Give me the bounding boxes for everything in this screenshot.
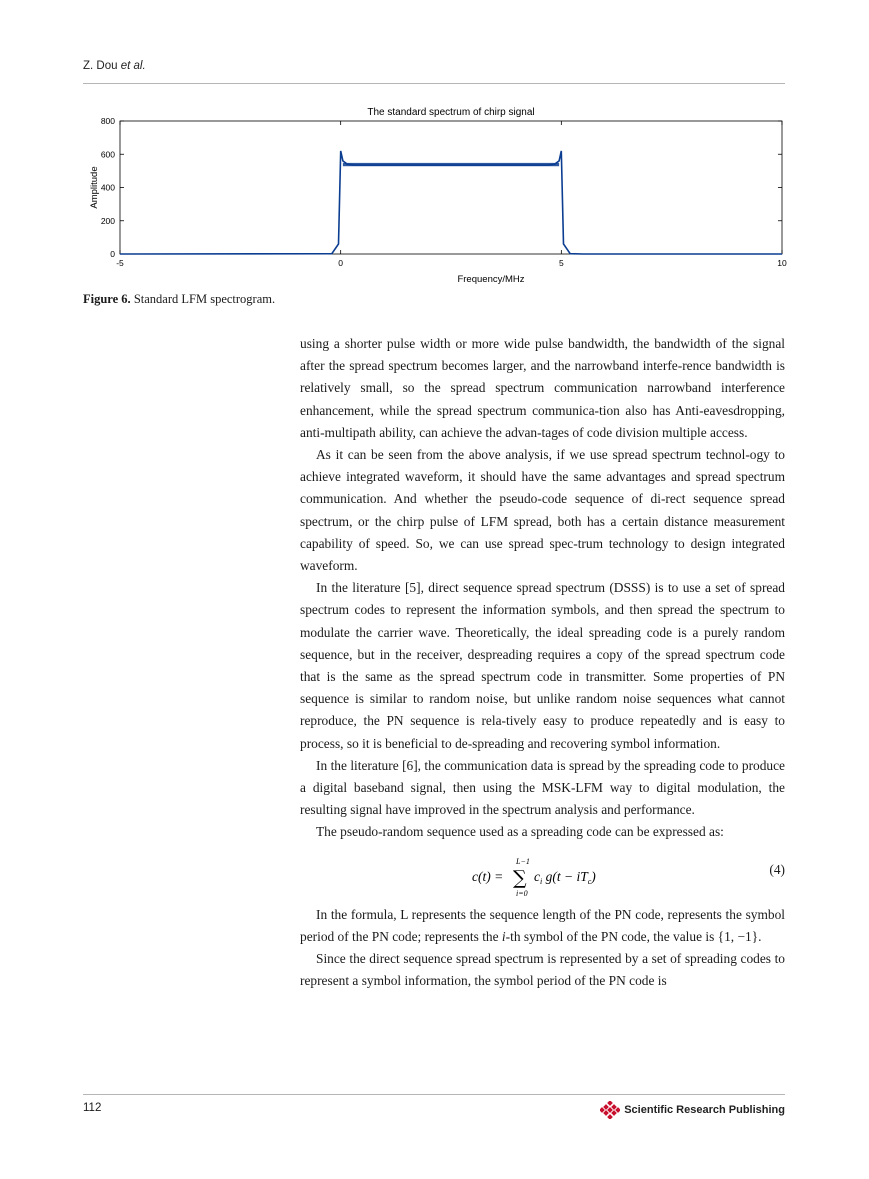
- plot-frame: [120, 121, 782, 254]
- paragraph-1: using a shorter pulse width or more wide pulse bandwidth, the bandwidth of the signal after the spread spectrum becomes larger, and the narrowband interfe-rence bandwidth is relatively small, so the spread spectrum communication narrowband interference enhancement, while the spread spectrum communica-tion also has Anti-eavesdropping, anti-multipath ability, can achieve the advan-tages of code division multiple access.: [300, 336, 785, 440]
- publisher-name: Scientific Research Publishing: [624, 1104, 785, 1116]
- paragraph-2: As it can be seen from the above analysis, if we use spread spectrum technol-ogy to achieve integrated waveform, it should have the same advantages and spread spectrum communication. And whether the pseudo-code sequence of di-rect sequence spread spectrum, or the chirp pulse of LFM spread, both has a certain distance measurement capability of speed. So, we can use spread spec-trum technology to design integrated waveform.: [300, 447, 785, 574]
- summation-icon: ∑: [513, 866, 527, 889]
- srp-diamond-icon: [600, 1101, 620, 1119]
- body-text: [300, 333, 785, 992]
- paragraph-6-italic: i: [501, 928, 506, 944]
- equation-number: (4): [769, 861, 785, 877]
- header-rule: [83, 83, 785, 84]
- equation-4: [300, 844, 785, 904]
- series-line-0: [120, 151, 782, 254]
- running-header: [83, 60, 146, 72]
- equation-sum-lower: i=0: [516, 888, 528, 898]
- x-tick-label-3: 10: [777, 258, 787, 268]
- x-tick-label-0: -5: [116, 258, 124, 268]
- paragraph-3: In the literature [5], direct sequence spread spectrum (DSSS) is to use a set of spread spectrum codes to represent the information symbols, and then spread the spectrum to modulate the carrier wave. Theoretically, the ideal spreading code is a purely random sequence, but in the receiver, despreading requires a copy of the spread spectrum code that is the same as the spread spectrum code in transmitter. Some properties of PN sequence is similar to random noise, but unlike random noise sequences what cannot reproduce, the PN sequence is rela-tively easy to produce repeatedly and is easy to process, so it is beneficial to de-spreading and recovering symbol information.: [300, 580, 785, 751]
- publisher-logo: [600, 1101, 785, 1119]
- paragraph-7: Since the direct sequence spread spectrum is represented by a set of spreading codes to represent a symbol information, the symbol period of the PN code is: [300, 951, 785, 989]
- series-band-0: [343, 163, 559, 166]
- page-number: 112: [83, 1102, 102, 1114]
- equation-formula: [472, 854, 632, 898]
- figure-caption-text: Standard LFM spectrogram.: [133, 292, 276, 306]
- equation-sum-upper: L−1: [516, 856, 530, 866]
- equation-rhs: $c_i$ $g(t - iT_c)$: [534, 868, 596, 886]
- equation-lhs: c(t) =: [472, 868, 504, 884]
- y-tick-label-1: 200: [100, 215, 115, 226]
- y-tick-label-3: 600: [100, 149, 115, 160]
- paragraph-4: In the literature [6], the communication data is spread by the spreading code to produce a digital baseband signal, then using the MSK-LFM way to digital modulation, the resulting signal have improved in the spectrum analysis and performance.: [300, 757, 785, 818]
- x-tick-label-2: 5: [558, 258, 564, 268]
- y-axis-label: Amplitude: [89, 166, 100, 209]
- paragraph-6-b: -th symbol of the PN code, the value is {1, −1}.: [505, 928, 762, 944]
- header-et-al: et al.: [120, 60, 146, 72]
- figure-caption: [83, 292, 275, 307]
- y-tick-label-4: 800: [100, 116, 115, 126]
- y-tick-label-2: 400: [100, 182, 115, 193]
- footer-rule: [83, 1094, 785, 1095]
- spectrum-chart: [80, 100, 790, 288]
- paragraph-6: [300, 904, 785, 948]
- figure-label: Figure 6.: [83, 292, 131, 306]
- x-axis-label: Frequency/MHz: [457, 274, 525, 285]
- paragraph-5: The pseudo-random sequence used as a spreading code can be expressed as:: [316, 824, 724, 840]
- y-tick-label-0: 0: [110, 249, 115, 259]
- paragraph-6-a: In the formula, L represents the sequence length of the PN code, represents the symbol period of the PN code; represents the: [300, 906, 785, 944]
- x-tick-label-1: 0: [338, 258, 344, 268]
- chart-title: The standard spectrum of chirp signal: [367, 107, 535, 118]
- header-author: Z. Dou: [83, 60, 118, 72]
